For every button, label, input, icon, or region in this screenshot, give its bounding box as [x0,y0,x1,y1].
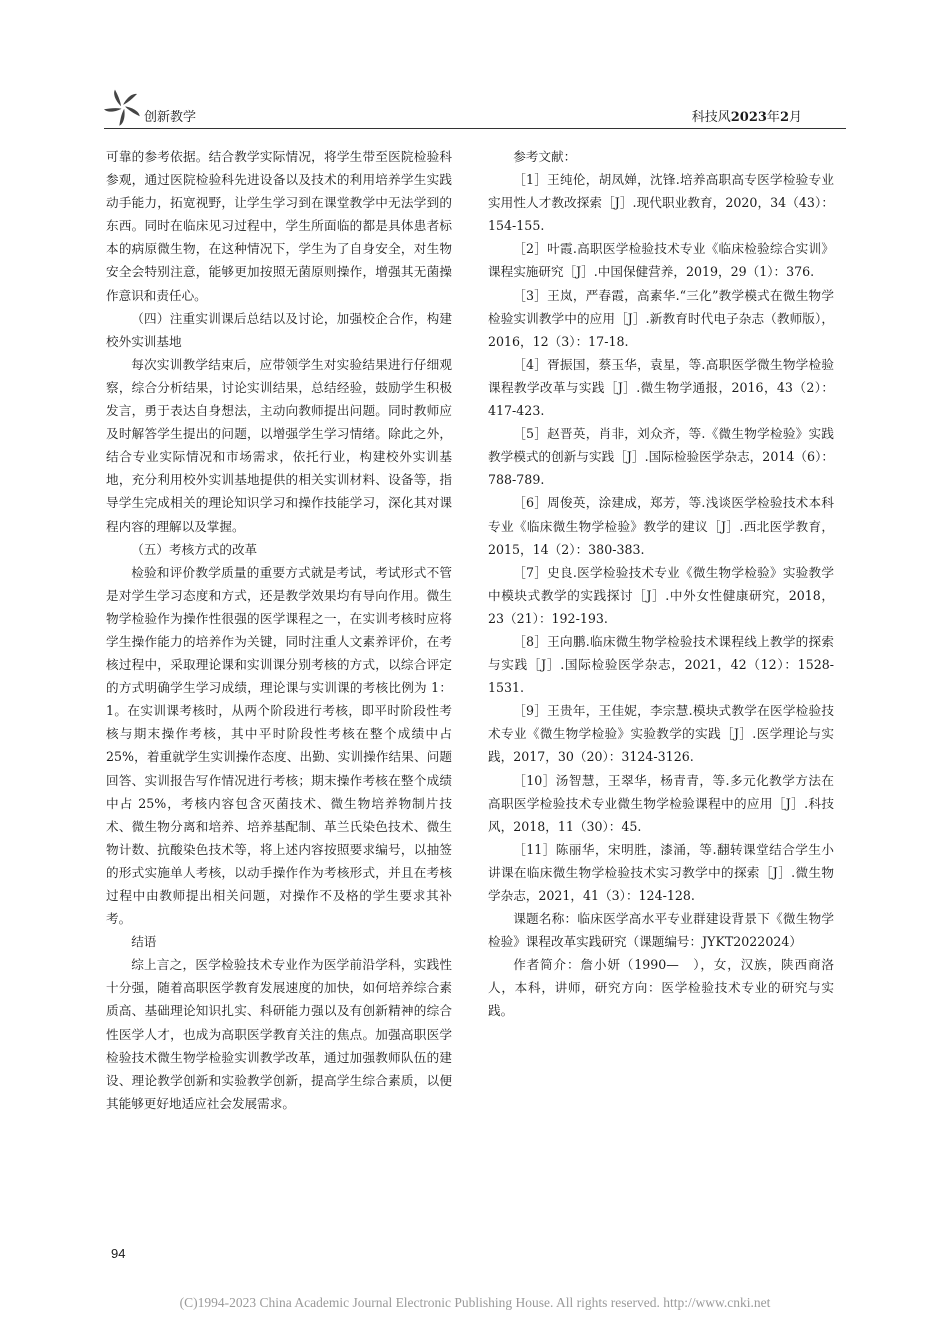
reference-item: ［1］王纯伦，胡凤婵，沈锋.培养高职高专医学检验专业实用性人才教改探索［J］.现代职业教育，2020，34（43）：154-155. [488,172,834,234]
conclusion-heading: 结语 [131,934,157,950]
issue-year: 2023 [730,110,767,125]
reference-item: ［6］周俊英，涂建成，郑芳，等.浅谈医学检验技术本科专业《临床微生物学检验》教学的建议［J］.西北医学教育，2015，14（2）：380-383. [488,495,834,557]
issue-month: 2 [779,110,789,125]
left-column [106,145,452,1115]
body-paragraph: 每次实训教学结束后，应带领学生对实验结果进行仔细观察，综合分析结果，讨论实训结果，总结经验，鼓励学生积极发言，勇于表达自身想法，主动向教师提出问题。同时教师应及时解答学生提出的问题，以增强学生学习情绪。除此之外，结合专业实际情况和市场需求，依托行业，构建校外实训基地，充分利用校外实训基地提供的相关实训材料、设备等，指导学生完成相关的理论知识学习和操作技能学习，深化其对课程内容的理解以及掌握。 [106,356,452,534]
body-paragraph: 可靠的参考依据。结合教学实际情况，将学生带至医院检验科参观，通过医院检验科先进设备以及技术的利用培养学生实践动手能力，拓宽视野，让学生学习到在课堂教学中无法学到的东西。同时在临床见习过程中，学生所面临的都是具体患者标本的病原微生物，在这种情况下，学生为了自身安全，对生物安全会特别注意，能够更加按照无菌原则操作，增强其无菌操作意识和责任心。 [106,149,452,303]
body-paragraph: 综上言之，医学检验技术专业作为医学前沿学科，实践性十分强，随着高职医学教育发展速度的加快，如何培养综合素质高、基础理论知识扎实、科研能力强以及有创新精神的综合性医学人才，也成为高职医学教育关注的焦点。加强高职医学检验技术微生物学检验实训教学改革，通过加强教师队伍的建设、理论教学创新和实验教学创新，提高学生综合素质，以便其能够更好地适应社会发展需求。 [106,957,452,1111]
author-note: 作者简介：詹小妍（1990— ），女，汉族，陕西商洛人，本科，讲师，研究方向：医学检验技术专业的研究与实践。 [488,957,834,1019]
section-title: 创新教学 [144,110,197,125]
page-header [104,88,846,129]
year-suffix: 年 [766,110,780,125]
reference-item: ［7］史良.医学检验技术专业《微生物学检验》实验教学中模块式教学的实践探讨［J］.中外女性健康研究，2018，23（21）：192-193. [488,564,834,626]
references-title: 参考文献： [513,149,577,164]
reference-item: ［10］汤智慧，王翠华，杨青青，等.多元化教学方法在高职医学检验技术专业微生物学检验课程中的应用［J］.科技风，2018，11（30）：45. [488,772,834,834]
project-note: 课题名称：临床医学高水平专业群建设背景下《微生物学检验》课程改革实践研究（课题编号：JYKT2022024） [488,911,834,950]
right-column [488,145,834,1023]
reference-item: ［3］王岚，严春霞，高素华.“三化”教学模式在微生物学检验实训教学中的应用［J］.新教育时代电子杂志（教师版），2016，12（3）：17-18. [488,287,834,349]
month-suffix: 月 [788,110,802,125]
reference-item: ［5］赵晋英，肖非，刘众齐，等.《微生物学检验》实践教学模式的创新与实践［J］.国际检验医学杂志，2014（6）：788-789. [488,426,834,488]
journal-issue [692,106,802,125]
journal-logo-icon [104,88,142,126]
reference-item: ［9］王贵年，王佳妮，李宗慧.模块式教学在医学检验技术专业《微生物学检验》实验教学的实践［J］.医学理论与实践，2017，30（20）：3124-3126. [488,703,834,765]
reference-item: ［8］王向鹏.临床微生物学检验技术课程线上教学的探索与实践［J］.国际检验医学杂志，2021，42（12）：1528-1531. [488,633,834,696]
journal-name: 科技风 [691,110,731,125]
reference-item: ［11］陈丽华，宋明胜，漆涌，等.翻转课堂结合学生小讲课在临床微生物学检验技术实习教学中的探索［J］.微生物学杂志，2021，41（3）：124-128. [488,841,834,903]
reference-item: ［4］胥振国，蔡玉华，袁星，等.高职医学微生物学检验课程教学改革与实践［J］.微生物学通报，2016，43（2）：417-423. [488,356,834,419]
copyright-footer: (C)1994-2023 China Academic Journal Electronic Publishing House. All rights reserved. http://www.cnki.net [179,1295,771,1310]
reference-item: ［2］叶霞.高职医学检验技术专业《临床检验综合实训》课程实施研究［J］.中国保健营养，2019，29（1）：376. [488,241,834,280]
section-heading: （四）注重实训课后总结以及讨论，加强校企合作，构建校外实训基地 [106,310,452,349]
page-number: 94 [111,1246,126,1261]
section-heading: （五）考核方式的改革 [131,541,258,557]
body-paragraph: 检验和评价教学质量的重要方式就是考试，考试形式不管是对学生学习态度和方式，还是教学效果均有导向作用。微生物学检验作为操作性很强的医学课程之一，在实训考核时应将学生操作能力的培养作为关键，同时注重人文素养评价，在考核过程中，采取理论课和实训课分别考核的方式，以综合评定的方式明确学生学习成绩，理论课与实训课的考核比例为 1：1。在实训课考核时，从两个阶段进行考核，即平时阶段性考核与期末操作考核，其中平时阶段性考核在整个成绩中占 25%，着重就学生实训操作态度、出勤、实训操作结果、问题回答、实训报告写作情况进行考核；期末操作考核在整个成绩中占 25%，考核内容包含灭菌技术、微生物培养物制片技术、微生物分离和培养、培养基配制、革兰氏染色技术、微生物计数、抗酸染色技术等，将上述内容按照要求编号，以抽签的形式实施单人考核，以动手操作作为考核形式，并且在考核过程中由教师提出相关问题，对操作不及格的学生要求其补考。 [106,564,452,927]
